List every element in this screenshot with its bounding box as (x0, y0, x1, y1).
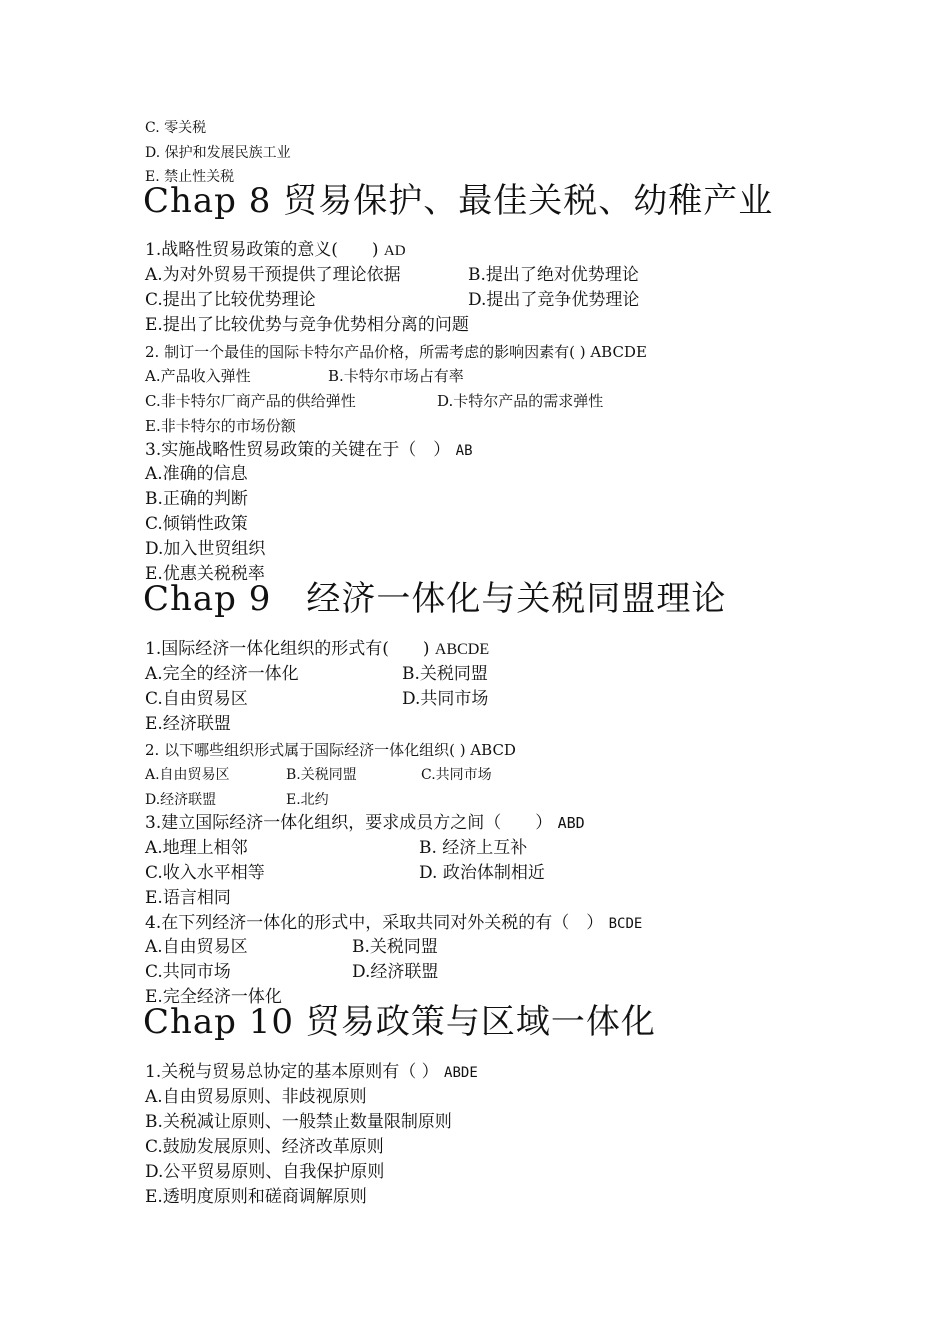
question-text: 1.国际经济一体化组织的形式有( ) (145, 639, 430, 659)
option-line: E. 禁止性关税 (145, 169, 235, 185)
option-line: C.鼓励发展原则、经济改革原则 (145, 1137, 384, 1157)
option-line: A.自由贸易区 (145, 937, 248, 957)
option-line: A.地理上相邻 (145, 838, 248, 858)
option-line: D.公平贸易原则、自我保护原则 (145, 1162, 385, 1182)
option-line: B.关税同盟 (352, 937, 438, 957)
option-line: E.语言相同 (145, 888, 231, 908)
question-stem (145, 242, 406, 259)
option-line: A.自由贸易原则、非歧视原则 (145, 1087, 367, 1107)
question-stem: 2. 以下哪些组织形式属于国际经济一体化组织( ) ABCD (145, 741, 516, 759)
option-line: D.经济联盟 (352, 962, 439, 982)
option-line: C.自由贸易区 (145, 689, 248, 709)
option-line: D.共同市场 (402, 689, 489, 709)
answer-key: ABDE (444, 1065, 478, 1081)
option-line: C.非卡特尔厂商产品的供给弹性 (145, 392, 356, 410)
question-stem (145, 915, 642, 932)
option-line: D.加入世贸组织 (145, 539, 266, 559)
option-line: B.卡特尔市场占有率 (328, 367, 464, 385)
question-stem (145, 1064, 478, 1081)
option-line: E.优惠关税税率 (145, 564, 265, 584)
option-line: A.自由贸易区 (145, 767, 230, 783)
option-line: E.提出了比较优势与竞争优势相分离的问题 (145, 315, 469, 335)
option-line: C.共同市场 (421, 767, 492, 783)
question-stem: 2. 制订一个最佳的国际卡特尔产品价格，所需考虑的影响因素有( ) ABCDE (145, 343, 647, 361)
option-line: C.提出了比较优势理论 (145, 290, 316, 310)
option-line: C.共同市场 (145, 962, 231, 982)
option-line: E.透明度原则和磋商调解原则 (145, 1187, 367, 1207)
option-line: C.倾销性政策 (145, 514, 248, 534)
answer-key: ABD (557, 814, 585, 832)
option-line: B.正确的判断 (145, 489, 248, 509)
option-line: E.完全经济一体化 (145, 987, 282, 1007)
question-stem (145, 641, 489, 658)
option-line: A.准确的信息 (145, 464, 248, 484)
question-text: 3.建立国际经济一体化组织，要求成员方之间（ ） (145, 813, 553, 833)
option-line: E.经济联盟 (145, 714, 231, 734)
option-line: D.经济联盟 (145, 792, 217, 808)
chapter-heading: Chap 9 经济一体化与关税同盟理论 (143, 579, 727, 619)
chapter-heading: Chap 8 贸易保护、最佳关税、幼稚产业 (143, 181, 774, 221)
question-text: 1.战略性贸易政策的意义( ) (145, 240, 379, 260)
question-text: 1.关税与贸易总协定的基本原则有（ ） (145, 1062, 439, 1082)
option-line: C. 零关税 (145, 120, 207, 136)
option-line: E.非卡特尔的市场份额 (145, 417, 296, 435)
option-line: B.关税同盟 (286, 767, 357, 783)
option-line: B.关税同盟 (402, 664, 488, 684)
option-line: B.关税减让原则、一般禁止数量限制原则 (145, 1112, 452, 1132)
option-line: E.北约 (286, 792, 329, 808)
answer-key: AB (455, 443, 473, 459)
option-line: B.提出了绝对优势理论 (468, 265, 639, 285)
chapter-heading: Chap 10 贸易政策与区域一体化 (143, 1002, 656, 1042)
option-line: A.为对外贸易干预提供了理论依据 (145, 265, 401, 285)
question-stem (145, 815, 585, 832)
question-text: 3.实施战略性贸易政策的关键在于（ ） (145, 440, 451, 460)
option-line: D.卡特尔产品的需求弹性 (437, 392, 604, 410)
answer-key: AD (383, 243, 406, 259)
question-text: 4.在下列经济一体化的形式中，采取共同对外关税的有（ ） (145, 913, 604, 933)
option-line: D. 保护和发展民族工业 (145, 145, 291, 161)
answer-key: ABCDE (434, 641, 490, 658)
question-stem (145, 442, 473, 459)
option-line: C.收入水平相等 (145, 863, 265, 883)
option-line: D. 政治体制相近 (419, 863, 545, 883)
option-line: D.提出了竞争优势理论 (468, 290, 640, 310)
option-line: A.产品收入弹性 (145, 367, 251, 385)
answer-key: BCDE (608, 916, 643, 932)
option-line: A.完全的经济一体化 (145, 664, 299, 684)
option-line: B. 经济上互补 (419, 838, 528, 858)
